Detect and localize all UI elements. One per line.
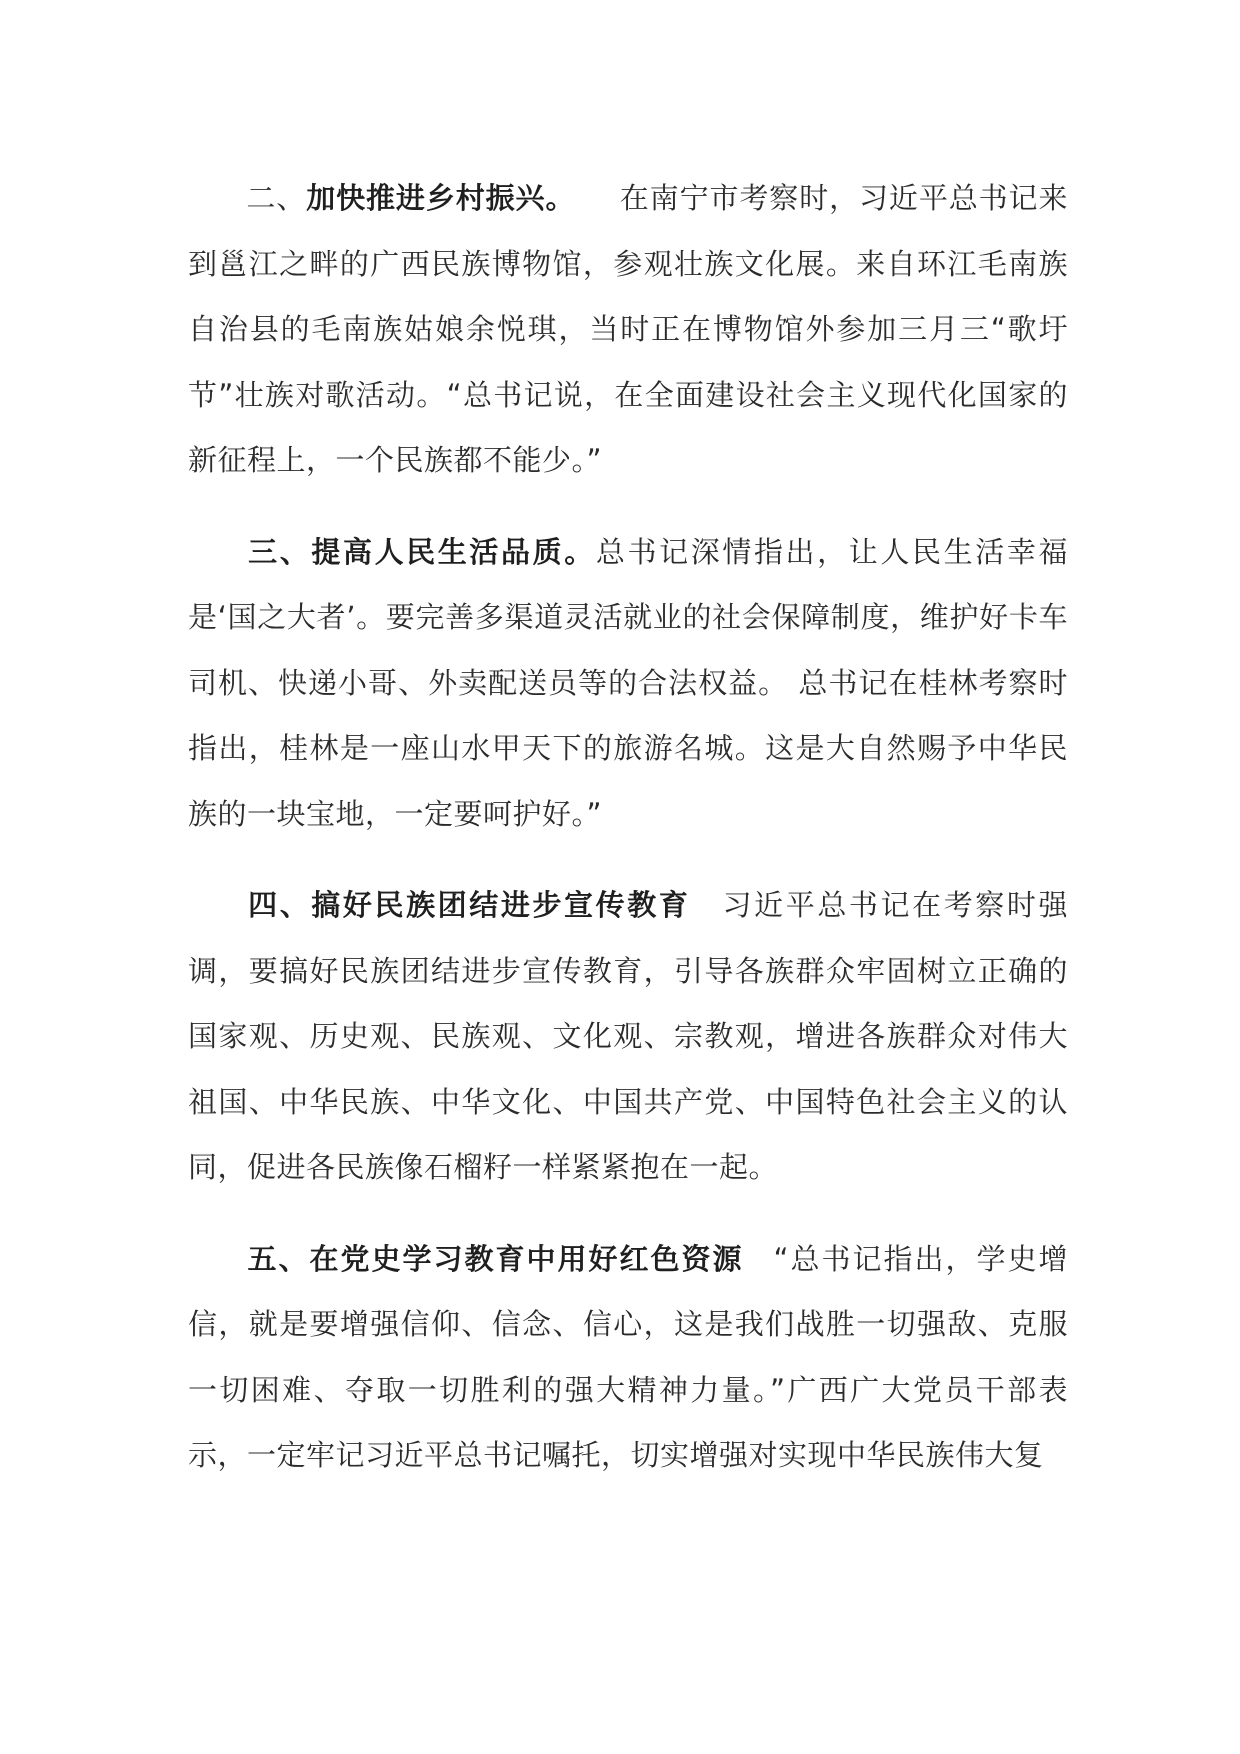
paragraph-quality-of-life bbox=[188, 520, 1068, 848]
section-body: “总书记指出，学史增信，就是要增强信仰、信念、信心，这是我们战胜一切强敌、克服一切困难、夺取一切胜利的强大精神力量。”广西广大党员干部表示，一定牢记习近平总书记嘱托，切实增强对实现中华民族伟大复 bbox=[188, 1241, 1068, 1472]
section-body: 在南宁市考察时，习近平总书记来到邕江之畔的广西民族博物馆，参观壮族文化展。来自环江毛南族自治县的毛南族姑娘余悦琪，当时正在博物馆外参加三月三“歌圩节”壮族对歌活动。“总书记说，在全面建设社会主义现代化国家的新征程上，一个民族都不能少。” bbox=[188, 181, 1068, 477]
section-body: 总书记深情指出，让人民生活幸福是‘国之大者’。要完善多渠道灵活就业的社会保障制度，维护好卡车司机、快递小哥、外卖配送员等的合法权益。 总书记在桂林考察时指出，桂林是一座山水甲天下的旅游名城。这是大自然赐予中华民族的一块宝地，一定要呵护好。” bbox=[188, 534, 1068, 831]
section-heading-prefix: 二、 bbox=[246, 181, 307, 215]
document-body bbox=[188, 166, 1068, 1515]
paragraph-ethnic-unity bbox=[188, 873, 1068, 1201]
section-heading: 加快推进乡村振兴。 bbox=[306, 181, 576, 215]
section-heading: 四、搞好民族团结进步宣传教育 bbox=[246, 888, 691, 922]
paragraph-red-resources bbox=[188, 1227, 1068, 1489]
section-heading: 三、提高人民生活品质。 bbox=[246, 534, 596, 569]
section-body: 习近平总书记在考察时强调，要搞好民族团结进步宣传教育，引导各族群众牢固树立正确的国家观、历史观、民族观、文化观、宗教观，增进各族群众对伟大祖国、中华民族、中华文化、中国共产党、中国特色社会主义的认同，促进各民族像石榴籽一样紧紧抱在一起。 bbox=[188, 888, 1068, 1184]
paragraph-rural-revitalization bbox=[188, 166, 1068, 494]
section-heading: 五、在党史学习教育中用好红色资源 bbox=[246, 1241, 744, 1276]
